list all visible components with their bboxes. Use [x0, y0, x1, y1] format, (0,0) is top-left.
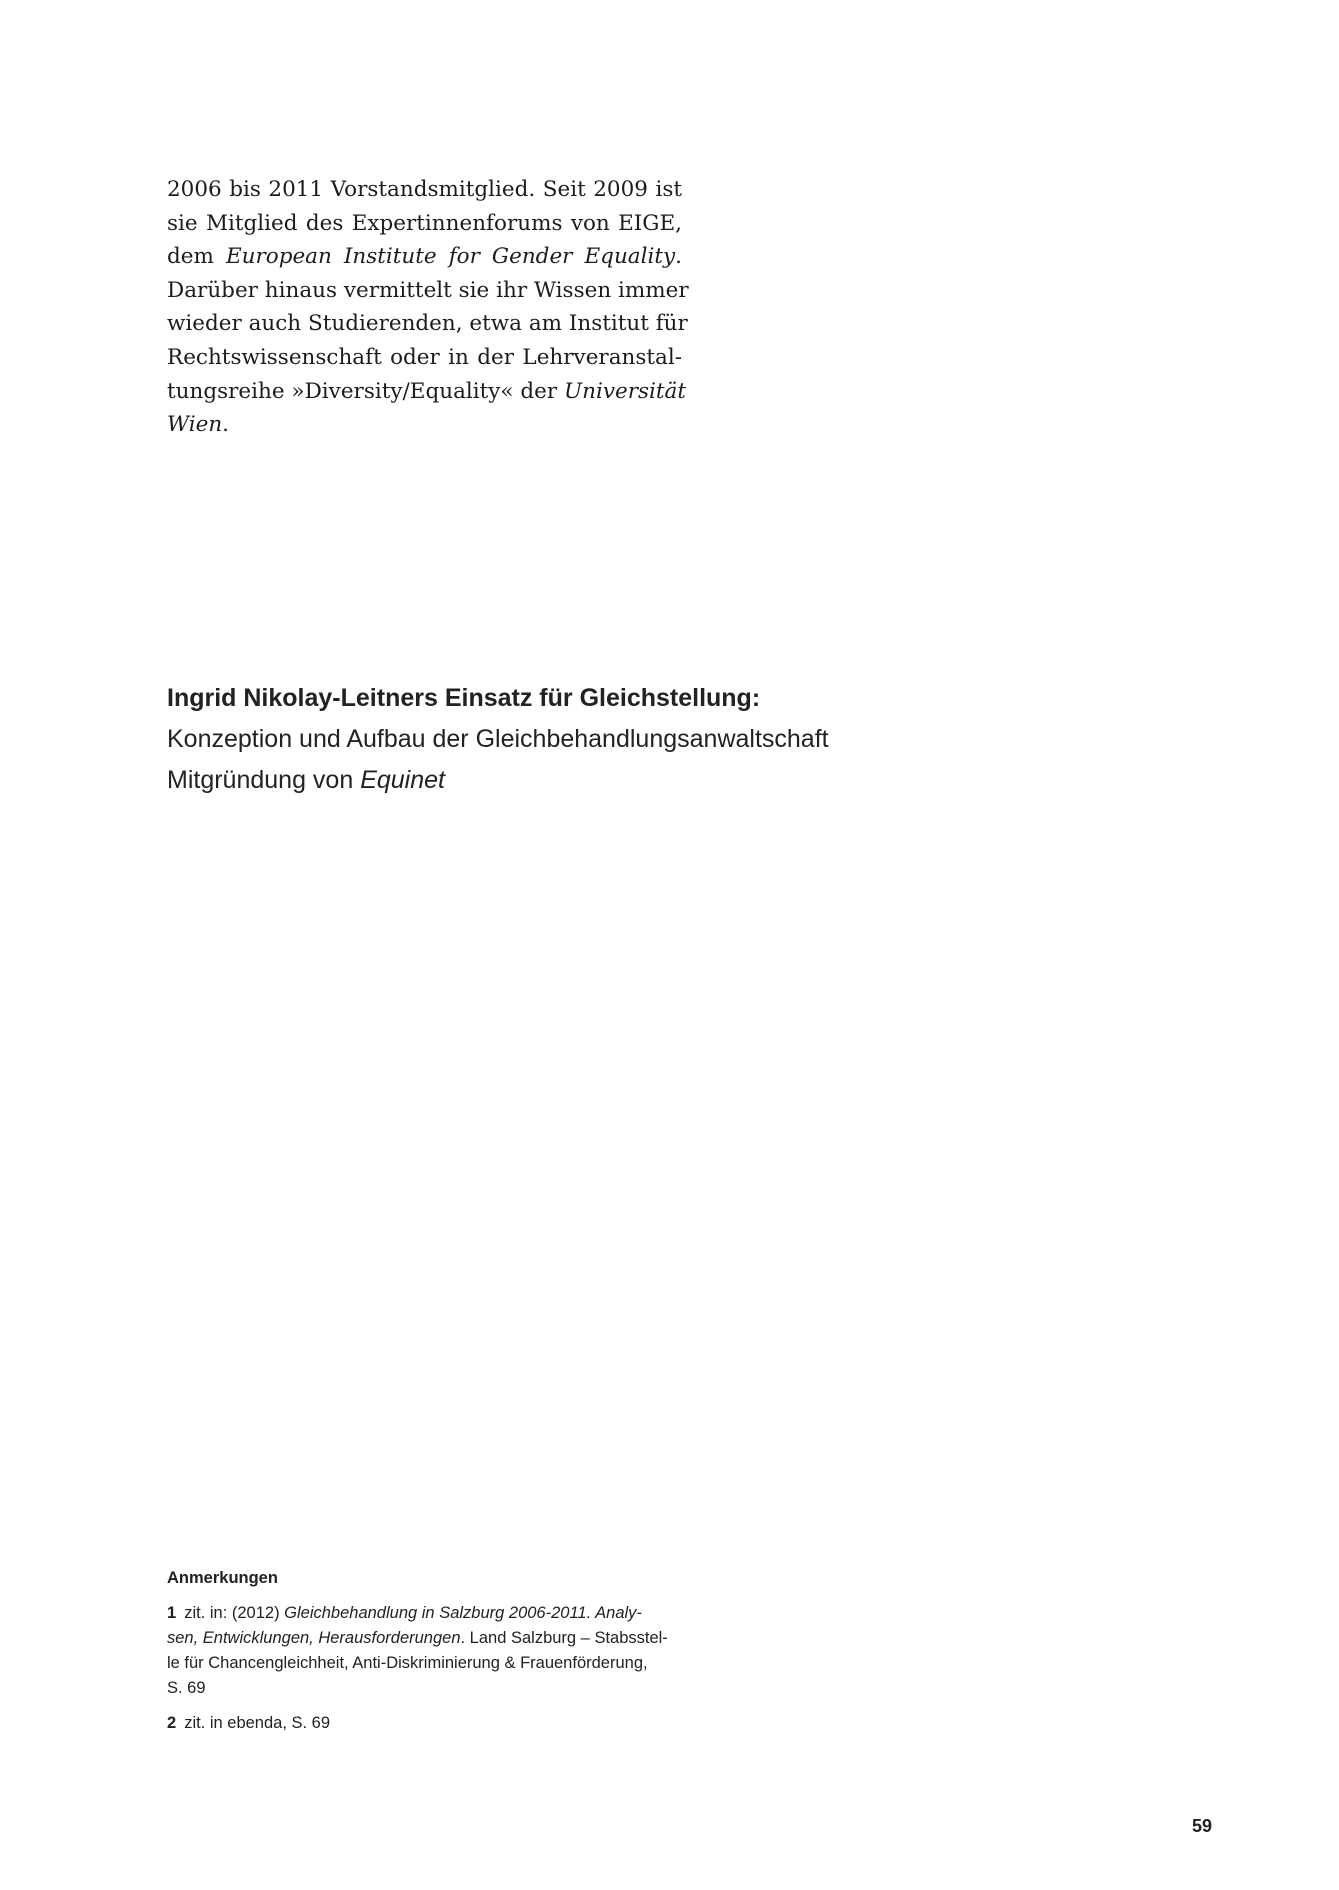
body-line: sie Mitglied des Expertinnenforums von EIGE, [167, 210, 682, 236]
section-heading: Ingrid Nikolay-Leitners Einsatz für Gleichstellung: [167, 684, 761, 712]
achievements-section [167, 678, 829, 801]
body-paragraph [167, 173, 689, 442]
body-line [167, 408, 682, 442]
footnote-text: zit. in ebenda, S. 69 [184, 1714, 331, 1732]
footnote-title-italic: Gleichbehandlung in Salzburg 2006-2011. Analy- [284, 1604, 642, 1622]
achievement-text: Mitgründung von [167, 766, 361, 794]
body-line: wieder auch Studierenden, etwa am Institut für [167, 311, 688, 337]
institute-name: European Institute for Gender Equality [225, 244, 676, 270]
achievement-item: Konzeption und Aufbau der Gleichbehandlungsanwaltschaft [167, 725, 829, 753]
equinet-name: Equinet [360, 766, 445, 794]
body-text-segment: tungsreihe »Diversity/Equality« der [167, 378, 565, 404]
body-line [167, 375, 687, 409]
footnote-2 [167, 1711, 677, 1736]
footnote-text: zit. in: (2012) [184, 1604, 285, 1622]
achievement-item [167, 760, 829, 801]
body-text-segment: . [675, 244, 682, 270]
page-number: 59 [1192, 1816, 1213, 1836]
body-line [167, 240, 682, 274]
university-city: Wien [167, 412, 223, 438]
footnote-number: 1 [167, 1604, 177, 1622]
body-text-segment: . [222, 412, 230, 438]
university-name: Universität [564, 378, 687, 404]
footnote-text: S. 69 [167, 1679, 206, 1697]
body-line: Darüber hinaus vermittelt sie ihr Wissen immer [167, 277, 689, 303]
body-line: Rechtswissenschaft oder in der Lehrveranstal- [167, 344, 682, 370]
footnotes-title: Anmerkungen [167, 1569, 278, 1587]
footnote-text: . Land Salzburg – Stabsstel- [460, 1629, 668, 1647]
body-text-segment: dem [167, 244, 226, 270]
body-line: 2006 bis 2011 Vorstandsmitglied. Seit 2009 ist [167, 177, 682, 202]
footnotes [167, 1566, 677, 1746]
footnote-1 [167, 1601, 677, 1701]
footnote-number: 2 [167, 1714, 177, 1732]
footnote-title-italic: sen, Entwicklungen, Herausforderungen [167, 1629, 461, 1647]
footnote-text: le für Chancengleichheit, Anti-Diskriminierung & Frauenförderung, [167, 1654, 648, 1672]
